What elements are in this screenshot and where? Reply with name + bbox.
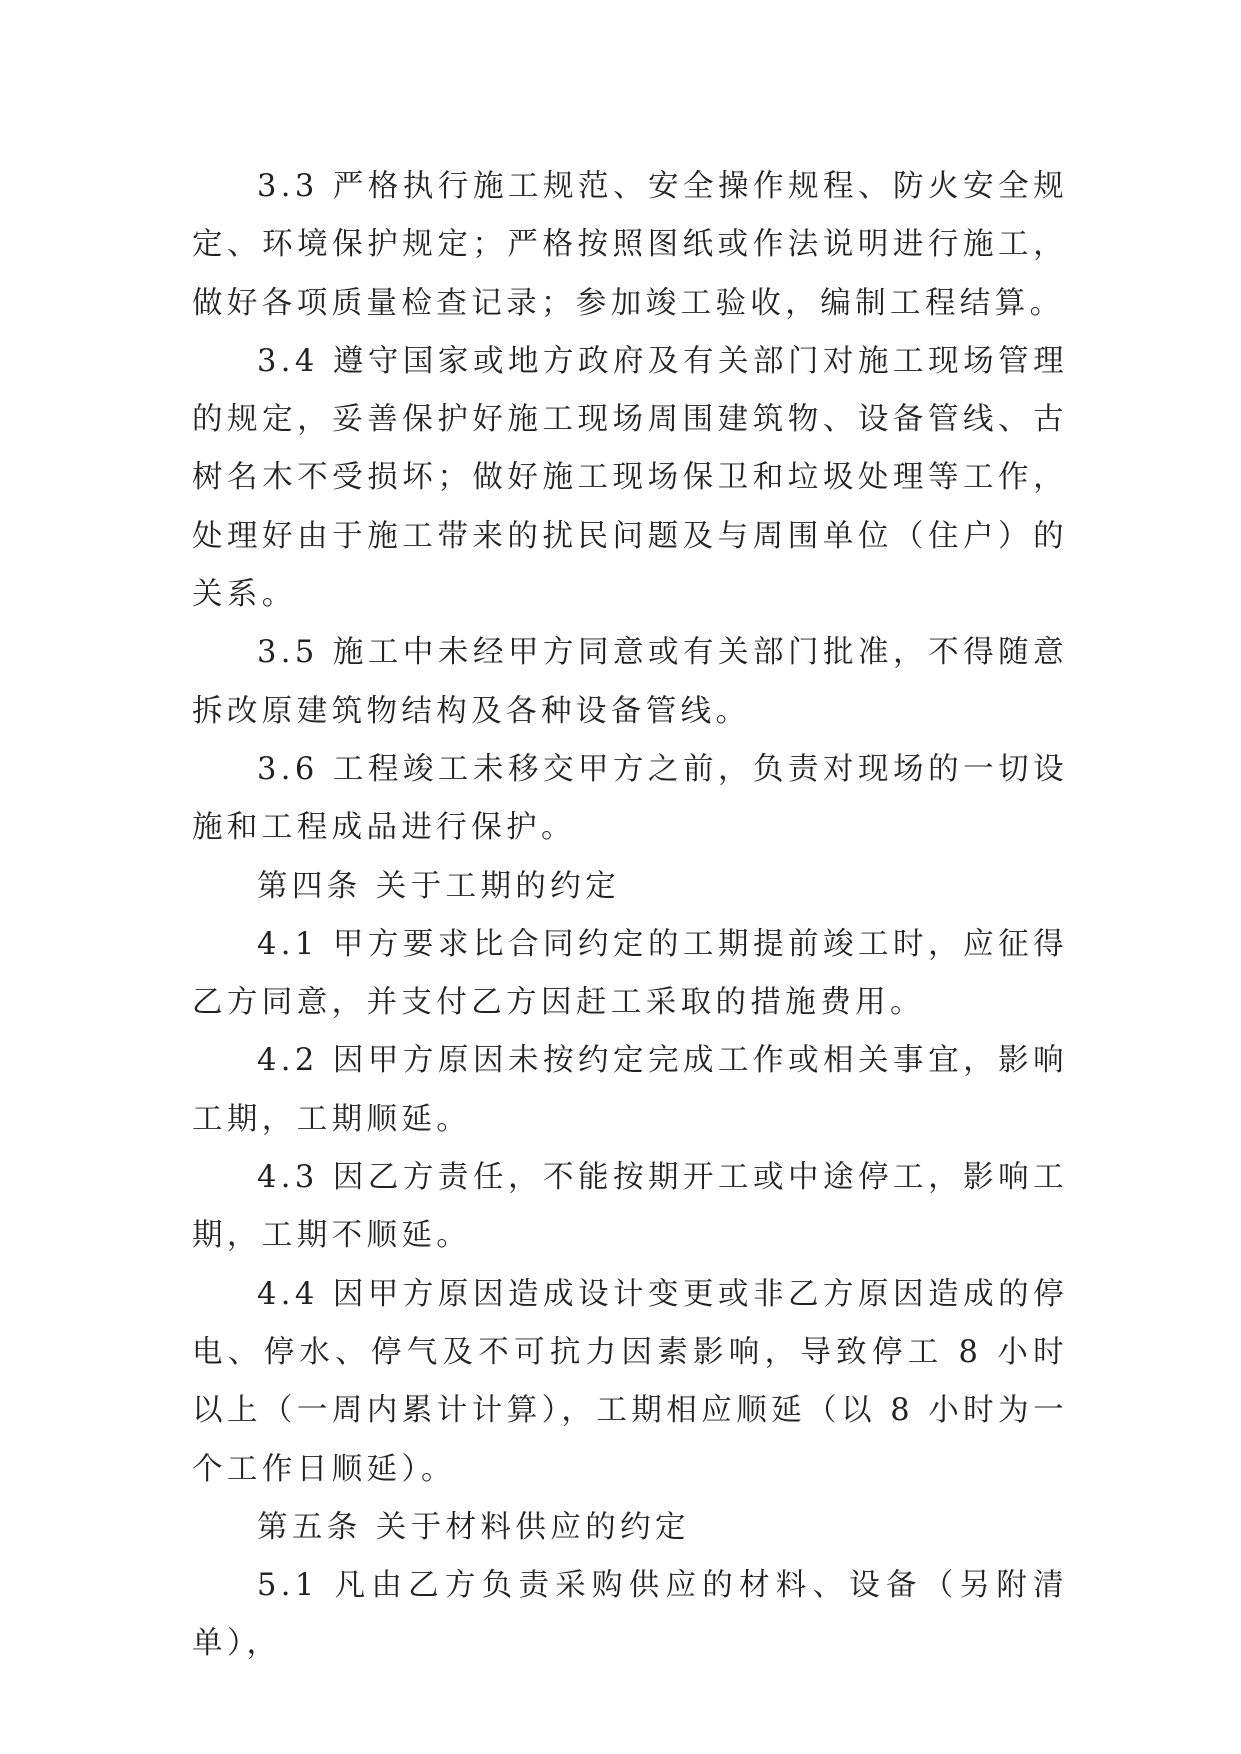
article-4-heading: 第四条 关于工期的约定 bbox=[257, 868, 621, 904]
clause-3-6: 3.6 工程竣工未移交甲方之前，负责对现场的一切设施和工程成品进行保护。 bbox=[192, 751, 1068, 846]
clause-5-1: 5.1 凡由乙方负责采购供应的材料、设备（另附清单）， bbox=[192, 1568, 1068, 1662]
clause-4-4: 4.4 因甲方原因造成设计变更或非乙方原因造成的停电、停水、停气及不可抗力因素影响，导致停工 8 小时以上（一周内累计计算），工期相应顺延（以 8 小时为一个工作日顺延）。 bbox=[192, 1276, 1068, 1487]
clause-4-2: 4.2 因甲方原因未按约定完成工作或相关事宜，影响工期，工期顺延。 bbox=[192, 1043, 1068, 1137]
document-page bbox=[192, 158, 1068, 1674]
clause-4-3: 4.3 因乙方责任，不能按期开工或中途停工，影响工期，工期不顺延。 bbox=[192, 1160, 1068, 1254]
clause-3-3: 3.3 严格执行施工规范、安全操作规程、防火安全规定、环境保护规定；严格按照图纸或作法说明进行施工，做好各项质量检查记录；参加竣工验收，编制工程结算。 bbox=[192, 169, 1068, 321]
clause-3-5: 3.5 施工中未经甲方同意或有关部门批准，不得随意拆改原建筑物结构及各种设备管线。 bbox=[192, 635, 1068, 729]
article-5-heading: 第五条 关于材料供应的约定 bbox=[257, 1509, 690, 1545]
clause-3-4: 3.4 遵守国家或地方政府及有关部门对施工现场管理的规定，妥善保护好施工现场周围建筑物、设备管线、古树名木不受损坏；做好施工现场保卫和垃圾处理等工作，处理好由于施工带来的扰民问题及与周围单位（住户）的关系。 bbox=[192, 343, 1068, 613]
clause-4-1: 4.1 甲方要求比合同约定的工期提前竣工时，应征得乙方同意，并支付乙方因赶工采取的措施费用。 bbox=[192, 926, 1068, 1021]
